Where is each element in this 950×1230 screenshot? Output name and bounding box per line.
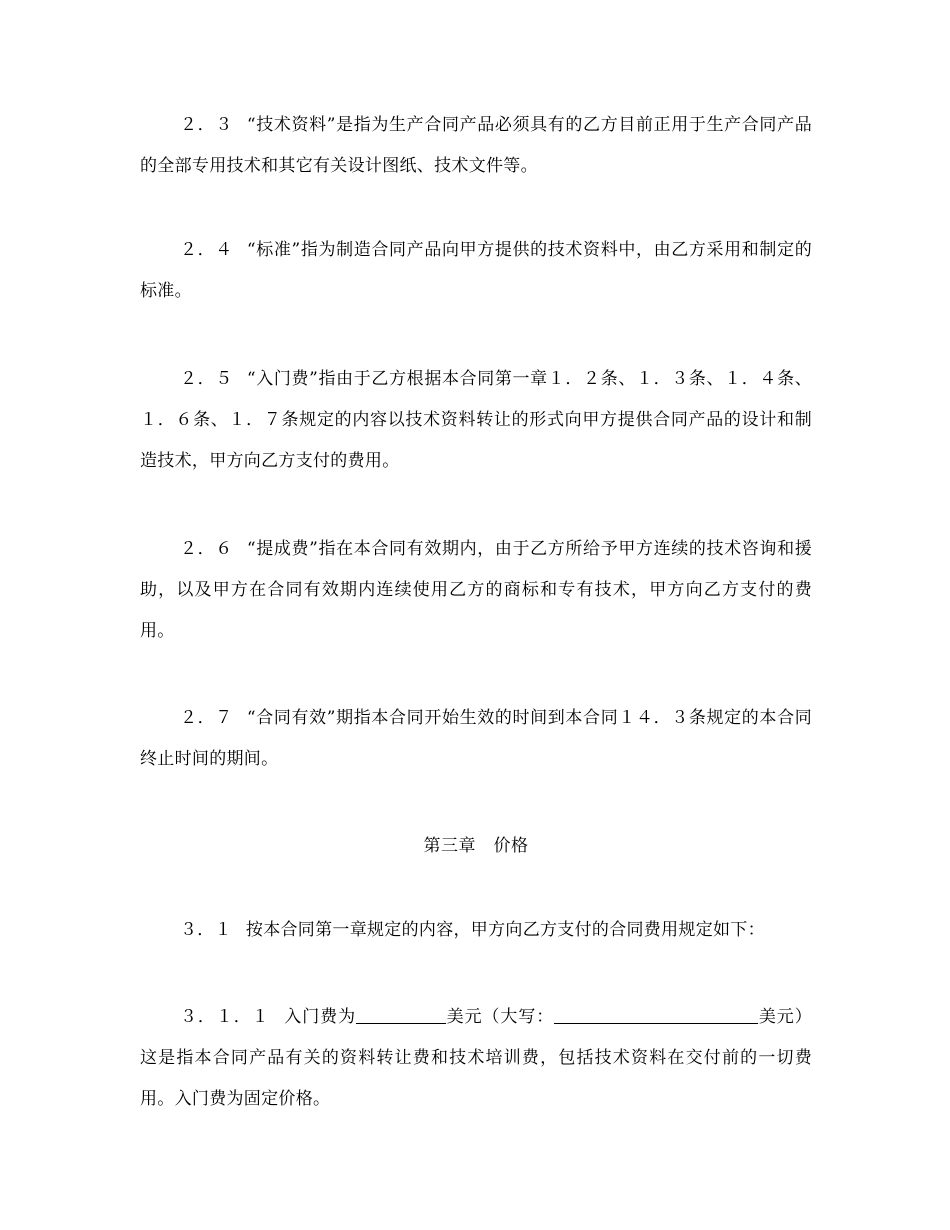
clause-text-uppercase-label: 美元（大写： — [446, 1007, 555, 1027]
clause-text-entrance-fee: 入门费为 — [283, 1007, 357, 1027]
clause-3-1-1 — [140, 997, 812, 1120]
clause-text: 按本合同第一章规定的内容，甲方向乙方支付的合同费用规定如下： — [245, 920, 765, 940]
clause-number: ２．３ — [180, 115, 233, 135]
amount-uppercase-blank[interactable] — [554, 1006, 758, 1024]
clause-2-6 — [140, 529, 812, 652]
clause-number: ２．４ — [180, 240, 233, 260]
clause-text-remainder: 美元）这是指本合同产品有关的资料转让费和技术培训费，包括技术资料在交付前的一切费用。入门费为固定价格。 — [140, 1007, 813, 1109]
clause-number: ３．１ — [180, 920, 232, 940]
clause-text: “入门费”指由于乙方根据本合同第一章１．２条、１．３条、１．４条、１．６条、１．７条规定的内容以技术资料转让的形式向甲方提供合同产品的设计和制造技术，甲方向乙方支付的费用。 — [140, 369, 813, 471]
clause-3-1 — [140, 910, 812, 951]
clause-number: ３．１．１ — [180, 1007, 270, 1027]
clause-2-7 — [140, 698, 812, 780]
clause-number: ２．７ — [180, 708, 233, 728]
clause-2-4 — [140, 230, 812, 312]
amount-blank[interactable] — [356, 1006, 446, 1024]
clause-2-5 — [140, 359, 812, 482]
clause-number: ２．５ — [180, 369, 233, 389]
chapter-heading: 第三章 价格 — [423, 836, 529, 856]
clause-number: ２．６ — [180, 539, 233, 559]
clause-2-3 — [140, 105, 812, 187]
clause-text: “标准”指为制造合同产品向甲方提供的技术资料中，由乙方采用和制定的标准。 — [140, 240, 813, 301]
clause-text: “合同有效”期指本合同开始生效的时间到本合同１４．３条规定的本合同终止时间的期间。 — [140, 708, 813, 769]
clause-text: “技术资料”是指为生产合同产品必须具有的乙方目前正用于生产合同产品的全部专用技术和其它有关设计图纸、技术文件等。 — [140, 115, 813, 176]
clause-text: “提成费”指在本合同有效期内，由于乙方所给予甲方连续的技术咨询和援助，以及甲方在合同有效期内连续使用乙方的商标和专有技术，甲方向乙方支付的费用。 — [140, 539, 813, 641]
